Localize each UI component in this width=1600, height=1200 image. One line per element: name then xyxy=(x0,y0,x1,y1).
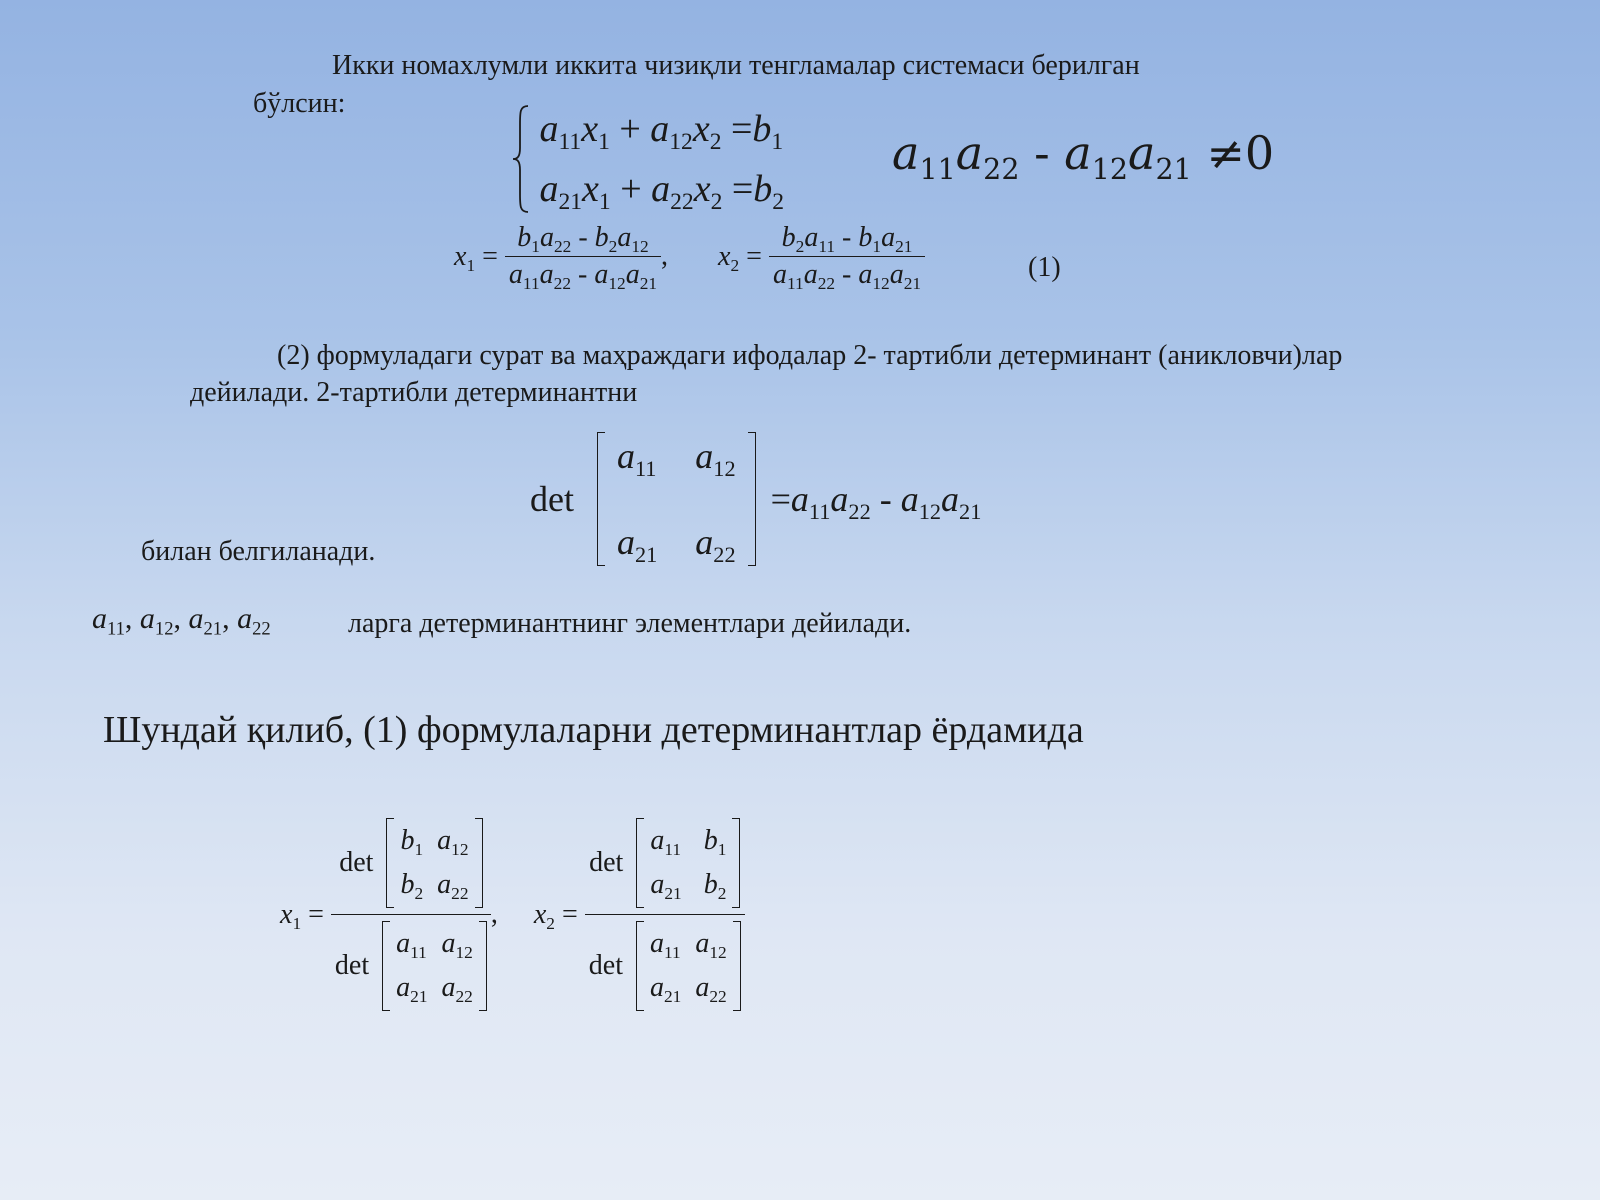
x2-fraction: $\frac{b_2a_{11} - b_1a_{21}}{a_{11}a_{22} - a_{12}a_{21}}$ xyxy=(769,222,925,291)
paragraph2-line-2: дейилади. 2-тартибли детерминантни xyxy=(190,377,638,408)
x2-determinant-fraction: det $a_{11}$ $b_1$ $a_{21}$ $b_2$ det $a_{11}$ $a_{12}$ $a_{21}$ $a_{22}$ xyxy=(585,818,745,1011)
intro-line-1: Икки номахлумли иккита чизиқли тенгламалар системаси берилган xyxy=(332,50,1140,81)
system-row-1: $a_{11}x_1 + a_{12}x_2 =b_1$ xyxy=(539,108,784,156)
conclusion-heading: Шундай қилиб, (1) формулаларни детерминантлар ёрдамида xyxy=(103,709,1084,751)
determinant-condition: $a_{11}a_{22} - a_{12}a_{21} \ne 0$ xyxy=(892,126,1275,186)
determinant-elements-list: $a_{11}$, $a_{12}$, $a_{21}$, $a_{22}$ xyxy=(92,602,271,640)
x1-fraction: $\frac{b_1a_{22} - b_2a_{12}}{a_{11}a_{22} - a_{12}a_{21}}$ xyxy=(505,222,661,291)
system-row-2: $a_{21}x_1 + a_{22}x_2 =b_2$ xyxy=(539,168,785,216)
cramer-formula-determinants: $x_1$ = det $b_1$ $a_{12}$ $b_2$ $a_{22}$ det $a_{11}$ $a_{12}$ $a_{21}$ $a_{22}$ , $x_2$ = det $a_{11}$ $b_1$ $a_{21}$ $b_2$ det $a_{11}$ $a_{12}$ $a_{21}$ $a_{22}$ xyxy=(280,818,745,1011)
matrix-a: $a_{11}$ $a_{12}$ $a_{21}$ $a_{22}$ xyxy=(597,432,756,566)
x1-determinant-fraction: det $b_1$ $a_{12}$ $b_2$ $a_{22}$ det $a_{11}$ $a_{12}$ $a_{21}$ $a_{22}$ xyxy=(331,818,491,1011)
determinant-definition: det $a_{11}$ $a_{12}$ $a_{21}$ $a_{22}$ $=a_{11}a_{22} - a_{12}a_{21}$ xyxy=(530,432,981,566)
matrix-x2-numerator: $a_{11}$ $b_1$ $a_{21}$ $b_2$ xyxy=(636,818,740,908)
equation-system xyxy=(512,104,784,214)
formula-label-1: (1) xyxy=(1028,252,1061,283)
cramer-formula-explicit: $x_1$ = $\frac{b_1a_{22} - b_2a_{12}}{a_{11}a_{22} - a_{12}a_{21}}$ , $x_2$ = $\frac{b_2a_{11} - b_1a_{21}}{a_{11}a_{22} - a_{12}a_{21}}$ xyxy=(454,222,925,291)
paragraph2-line-1: (2) формуладаги сурат ва маҳраждаги ифодалар 2- тартибли детерминант (аникловчи)лар xyxy=(277,340,1343,371)
denoted-text: билан белгиланади. xyxy=(141,536,376,567)
matrix-x1-numerator: $b_1$ $a_{12}$ $b_2$ $a_{22}$ xyxy=(386,818,482,908)
matrix-x2-denominator: $a_{11}$ $a_{12}$ $a_{21}$ $a_{22}$ xyxy=(636,921,741,1011)
elements-text: ларга детерминантнинг элементлари дейилади. xyxy=(348,608,912,639)
system-rows xyxy=(539,108,785,216)
matrix-x1-denominator: $a_{11}$ $a_{12}$ $a_{21}$ $a_{22}$ xyxy=(382,921,487,1011)
left-brace-icon xyxy=(512,104,530,214)
intro-line-2: бўлсин: xyxy=(253,88,346,119)
